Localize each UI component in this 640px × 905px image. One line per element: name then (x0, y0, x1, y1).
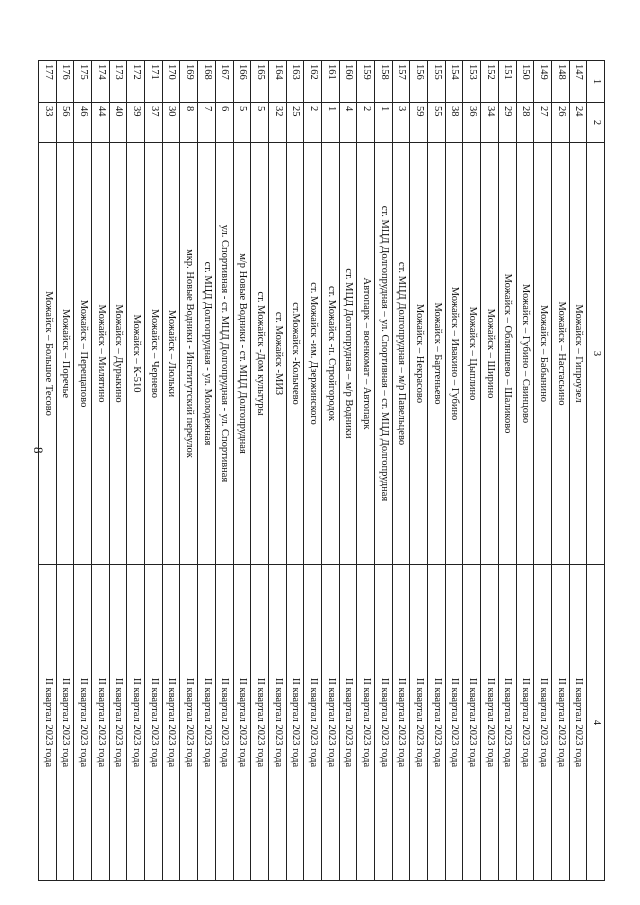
table-row (339, 61, 357, 881)
table-row (481, 61, 499, 881)
route-name-cell: Можайск – Перещапово (74, 143, 92, 565)
row-index-cell: 170 (162, 61, 180, 103)
table-row (127, 61, 145, 881)
route-number-cell: 25 (286, 103, 304, 143)
route-name-cell: Можайск – Люльки (162, 143, 180, 565)
quarter-cell: II квартал 2023 года (109, 565, 127, 881)
route-name-cell: Можайск – Чернево (145, 143, 163, 565)
row-index-cell: 155 (428, 61, 446, 103)
route-name-cell: ст.Можайск -Колычево (286, 143, 304, 565)
table-row (251, 61, 269, 881)
route-number-cell: 7 (198, 103, 216, 143)
row-index-cell: 166 (233, 61, 251, 103)
quarter-cell: II квартал 2023 года (251, 565, 269, 881)
quarter-cell: II квартал 2023 года (463, 565, 481, 881)
route-name-cell: мкр. Новые Водники - Институтский переулок (180, 143, 198, 565)
route-number-cell: 4 (339, 103, 357, 143)
route-name-cell: Можайск – Дурыкино (109, 143, 127, 565)
table-row (463, 61, 481, 881)
routes-table (38, 60, 605, 881)
row-index-cell: 159 (357, 61, 375, 103)
row-index-cell: 177 (39, 61, 57, 103)
route-number-cell: 34 (481, 103, 499, 143)
route-number-cell: 1 (375, 103, 393, 143)
table-row (145, 61, 163, 881)
route-number-cell: 24 (569, 103, 587, 143)
route-number-cell: 3 (392, 103, 410, 143)
table-row (233, 61, 251, 881)
table-row (551, 61, 569, 881)
route-number-cell: 38 (445, 103, 463, 143)
quarter-cell: II квартал 2023 года (162, 565, 180, 881)
route-name-cell: ст. Можайск -им. Дзержинского (304, 143, 322, 565)
quarter-cell: II квартал 2023 года (92, 565, 110, 881)
route-name-cell: Можайск – Цыплино (463, 143, 481, 565)
route-number-cell: 30 (162, 103, 180, 143)
table-row (534, 61, 552, 881)
quarter-cell: II квартал 2023 года (233, 565, 251, 881)
quarter-cell: II квартал 2023 года (286, 565, 304, 881)
table-row (162, 61, 180, 881)
table-row (56, 61, 74, 881)
row-index-cell: 148 (551, 61, 569, 103)
quarter-cell: II квартал 2023 года (410, 565, 428, 881)
route-number-cell: 2 (304, 103, 322, 143)
route-name-cell: Можайск – Гипроузел (569, 143, 587, 565)
route-name-cell: Можайск – Бартеньево (428, 143, 446, 565)
row-index-cell: 149 (534, 61, 552, 103)
row-index-cell: 152 (481, 61, 499, 103)
row-index-cell: 168 (198, 61, 216, 103)
table-row (375, 61, 393, 881)
table-row (92, 61, 110, 881)
row-index-cell: 172 (127, 61, 145, 103)
route-number-cell: 32 (268, 103, 286, 143)
route-name-cell: ст. МЦД Долгопрудная - ул. Молодежная (198, 143, 216, 565)
route-name-cell: Можайск – К-510 (127, 143, 145, 565)
route-number-cell: 1 (322, 103, 340, 143)
route-name-cell: ст. МЦД Долгопрудная – м/р Павельцево (392, 143, 410, 565)
route-name-cell: ст. Можайск -п. Стройгородок (322, 143, 340, 565)
table-row (180, 61, 198, 881)
table-row (215, 61, 233, 881)
route-number-cell: 33 (39, 103, 57, 143)
table-header-row (587, 61, 605, 881)
quarter-cell: II квартал 2023 года (551, 565, 569, 881)
route-name-cell: Можайск – Некрасово (410, 143, 428, 565)
route-number-cell: 59 (410, 103, 428, 143)
quarter-cell: II квартал 2023 года (268, 565, 286, 881)
route-number-cell: 26 (551, 103, 569, 143)
row-index-cell: 162 (304, 61, 322, 103)
route-number-cell: 36 (463, 103, 481, 143)
header-cell-col3: 3 (587, 143, 605, 565)
quarter-cell: II квартал 2023 года (339, 565, 357, 881)
row-index-cell: 147 (569, 61, 587, 103)
quarter-cell: II квартал 2023 года (304, 565, 322, 881)
table-row (428, 61, 446, 881)
route-name-cell: Можайск – Бабынино (534, 143, 552, 565)
row-index-cell: 153 (463, 61, 481, 103)
quarter-cell: II квартал 2023 года (534, 565, 552, 881)
route-name-cell: Можайск – Ширино (481, 143, 499, 565)
route-name-cell: Можайск – Ивакино – Губино (445, 143, 463, 565)
row-index-cell: 169 (180, 61, 198, 103)
row-index-cell: 158 (375, 61, 393, 103)
quarter-cell: II квартал 2023 года (516, 565, 534, 881)
rotated-table-container (42, 60, 605, 880)
table-row (357, 61, 375, 881)
quarter-cell: II квартал 2023 года (145, 565, 163, 881)
quarter-cell: II квартал 2023 года (215, 565, 233, 881)
quarter-cell: II квартал 2023 года (375, 565, 393, 881)
table-row (569, 61, 587, 881)
quarter-cell: II квартал 2023 года (481, 565, 499, 881)
table-row (39, 61, 57, 881)
route-number-cell: 5 (233, 103, 251, 143)
row-index-cell: 154 (445, 61, 463, 103)
route-number-cell: 46 (74, 103, 92, 143)
quarter-cell: II квартал 2023 года (498, 565, 516, 881)
route-number-cell: 6 (215, 103, 233, 143)
route-number-cell: 40 (109, 103, 127, 143)
quarter-cell: II квартал 2023 года (357, 565, 375, 881)
route-name-cell: Можайск – Милятино (92, 143, 110, 565)
row-index-cell: 175 (74, 61, 92, 103)
header-cell-col4: 4 (587, 565, 605, 881)
table-row (445, 61, 463, 881)
table-row (286, 61, 304, 881)
table-row (74, 61, 92, 881)
quarter-cell: II квартал 2023 года (322, 565, 340, 881)
route-name-cell: ст. МЦД Долгопрудная – м/р Водники (339, 143, 357, 565)
row-index-cell: 176 (56, 61, 74, 103)
quarter-cell: II квартал 2023 года (74, 565, 92, 881)
header-cell-col1: 1 (587, 61, 605, 103)
row-index-cell: 150 (516, 61, 534, 103)
route-number-cell: 29 (498, 103, 516, 143)
route-number-cell: 56 (56, 103, 74, 143)
route-name-cell: ст. Можайск -МИЗ (268, 143, 286, 565)
table-row (109, 61, 127, 881)
row-index-cell: 156 (410, 61, 428, 103)
route-number-cell: 37 (145, 103, 163, 143)
quarter-cell: II квартал 2023 года (198, 565, 216, 881)
row-index-cell: 160 (339, 61, 357, 103)
quarter-cell: II квартал 2023 года (56, 565, 74, 881)
table-row (322, 61, 340, 881)
table-row (304, 61, 322, 881)
route-name-cell: Автопарк – военкомат – Автопарк (357, 143, 375, 565)
route-number-cell: 44 (92, 103, 110, 143)
route-number-cell: 8 (180, 103, 198, 143)
route-number-cell: 28 (516, 103, 534, 143)
route-number-cell: 39 (127, 103, 145, 143)
quarter-cell: II квартал 2023 года (445, 565, 463, 881)
table-row (392, 61, 410, 881)
route-number-cell: 27 (534, 103, 552, 143)
row-index-cell: 151 (498, 61, 516, 103)
route-number-cell: 55 (428, 103, 446, 143)
route-name-cell: ст. МЦД Долгопрудная – ул. Спортивная – ст. МЦД Долгопрудная (375, 143, 393, 565)
route-name-cell: ул. Спортивная - ст. МЦД Долгопрудная - ул. Спортивная (215, 143, 233, 565)
page-number: 8 (31, 447, 46, 454)
route-name-cell: Можайск – Поречье (56, 143, 74, 565)
table-row (516, 61, 534, 881)
row-index-cell: 171 (145, 61, 163, 103)
row-index-cell: 163 (286, 61, 304, 103)
route-name-cell: ст. Можайск -Дом культуры (251, 143, 269, 565)
routes-table-body (39, 61, 605, 881)
quarter-cell: II квартал 2023 года (428, 565, 446, 881)
row-index-cell: 173 (109, 61, 127, 103)
quarter-cell: II квартал 2023 года (569, 565, 587, 881)
header-cell-col2: 2 (587, 103, 605, 143)
quarter-cell: II квартал 2023 года (180, 565, 198, 881)
route-name-cell: Можайск – Обляншево – Шаликово (498, 143, 516, 565)
quarter-cell: II квартал 2023 года (127, 565, 145, 881)
route-name-cell: Можайск – Губино – Свинцово (516, 143, 534, 565)
quarter-cell: II квартал 2023 года (392, 565, 410, 881)
row-index-cell: 165 (251, 61, 269, 103)
quarter-cell: II квартал 2023 года (39, 565, 57, 881)
route-name-cell: Можайск – Большое Тесово (39, 143, 57, 565)
route-name-cell: м/р Новые Водники - ст. МЦД Долгопрудная (233, 143, 251, 565)
row-index-cell: 167 (215, 61, 233, 103)
row-index-cell: 164 (268, 61, 286, 103)
route-number-cell: 5 (251, 103, 269, 143)
row-index-cell: 157 (392, 61, 410, 103)
route-name-cell: Можайск – Настасьино (551, 143, 569, 565)
table-row (268, 61, 286, 881)
row-index-cell: 161 (322, 61, 340, 103)
table-row (198, 61, 216, 881)
row-index-cell: 174 (92, 61, 110, 103)
route-number-cell: 2 (357, 103, 375, 143)
table-row (498, 61, 516, 881)
table-row (410, 61, 428, 881)
